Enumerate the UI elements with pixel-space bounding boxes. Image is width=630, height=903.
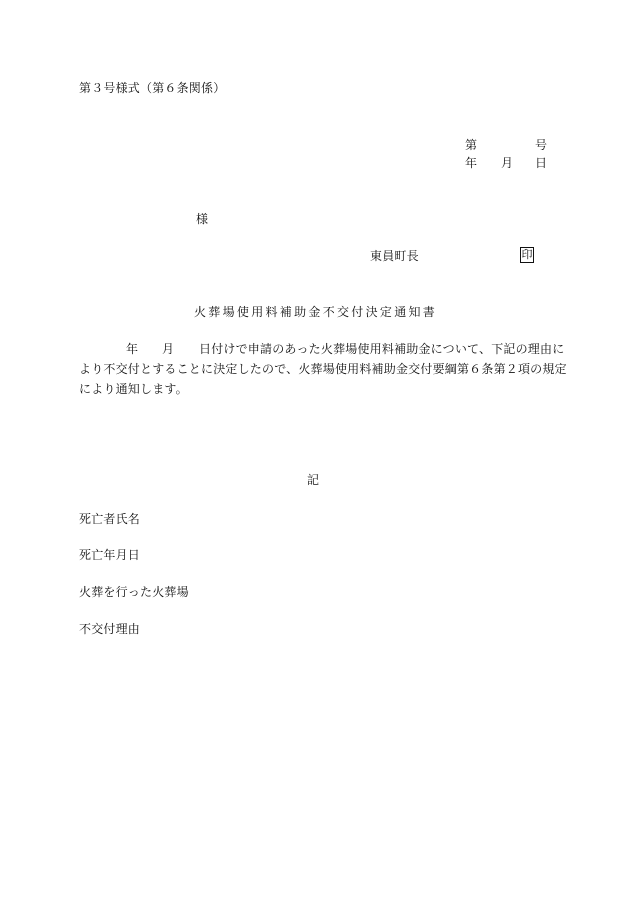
body-month-label: 月	[162, 342, 175, 356]
date-day-label: 日	[535, 156, 548, 170]
document-title: 火葬場使用料補助金不交付決定通知書	[194, 305, 438, 319]
body-line-1-text: 日付けで申請のあった火葬場使用料補助金について、下記の理由に	[199, 342, 565, 356]
date-year-label: 年	[465, 156, 478, 170]
ki-heading: 記	[307, 473, 320, 487]
field-deceased-name: 死亡者氏名	[79, 512, 141, 526]
body-paragraph-line-2: より不交付とすることに決定したので、火葬場使用料補助金交付要綱第６条第２項の規定	[79, 362, 567, 376]
form-number-heading: 第３号様式（第６条関係）	[79, 81, 226, 95]
document-number-suffix: 号	[535, 138, 548, 152]
field-crematorium: 火葬を行った火葬場	[79, 585, 189, 599]
body-paragraph-line-3: により通知します。	[79, 382, 188, 396]
document-number-prefix: 第	[465, 138, 478, 152]
field-date-of-death: 死亡年月日	[79, 548, 141, 562]
issuer-name: 東員町長	[370, 249, 419, 263]
addressee-honorific: 様	[196, 212, 209, 226]
seal-mark: 印	[521, 248, 533, 261]
date-month-label: 月	[501, 156, 514, 170]
field-nonpayment-reason: 不交付理由	[79, 622, 141, 636]
body-year-label: 年	[126, 342, 139, 356]
